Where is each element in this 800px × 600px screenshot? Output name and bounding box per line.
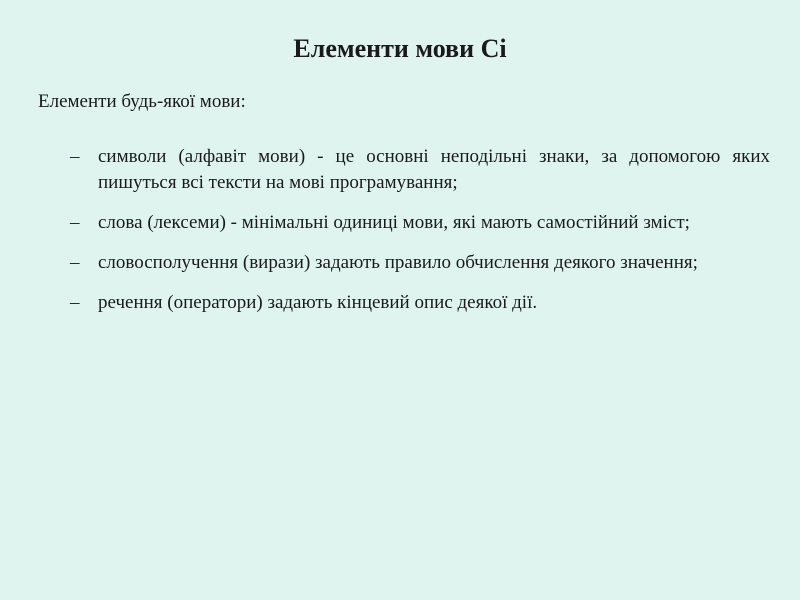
list-item [70,290,770,316]
list-item [70,144,770,196]
bullet-dash: – [70,212,80,233]
intro-text: Елементи будь-якої мови: [38,91,246,112]
list-item-text: словосполучення (вирази) задають правило обчислення деякого значення; [98,252,698,273]
bullet-dash: – [70,252,80,273]
list-item-text: символи (алфавіт мови) - це основні неподільні знаки, за допомогою яких пишуться всі тексти на мові програмування; [98,146,770,193]
bullet-dash: – [70,146,80,167]
slide-title: Елементи мови Сі [293,34,507,63]
list-item-text: слова (лексеми) - мінімальні одиниці мови, які мають самостійний зміст; [98,212,690,233]
list-item-text: речення (оператори) задають кінцевий опис деякої дії. [98,292,538,313]
list-item [70,210,770,236]
elements-list [70,144,770,330]
list-item [70,250,770,276]
bullet-dash: – [70,292,80,313]
